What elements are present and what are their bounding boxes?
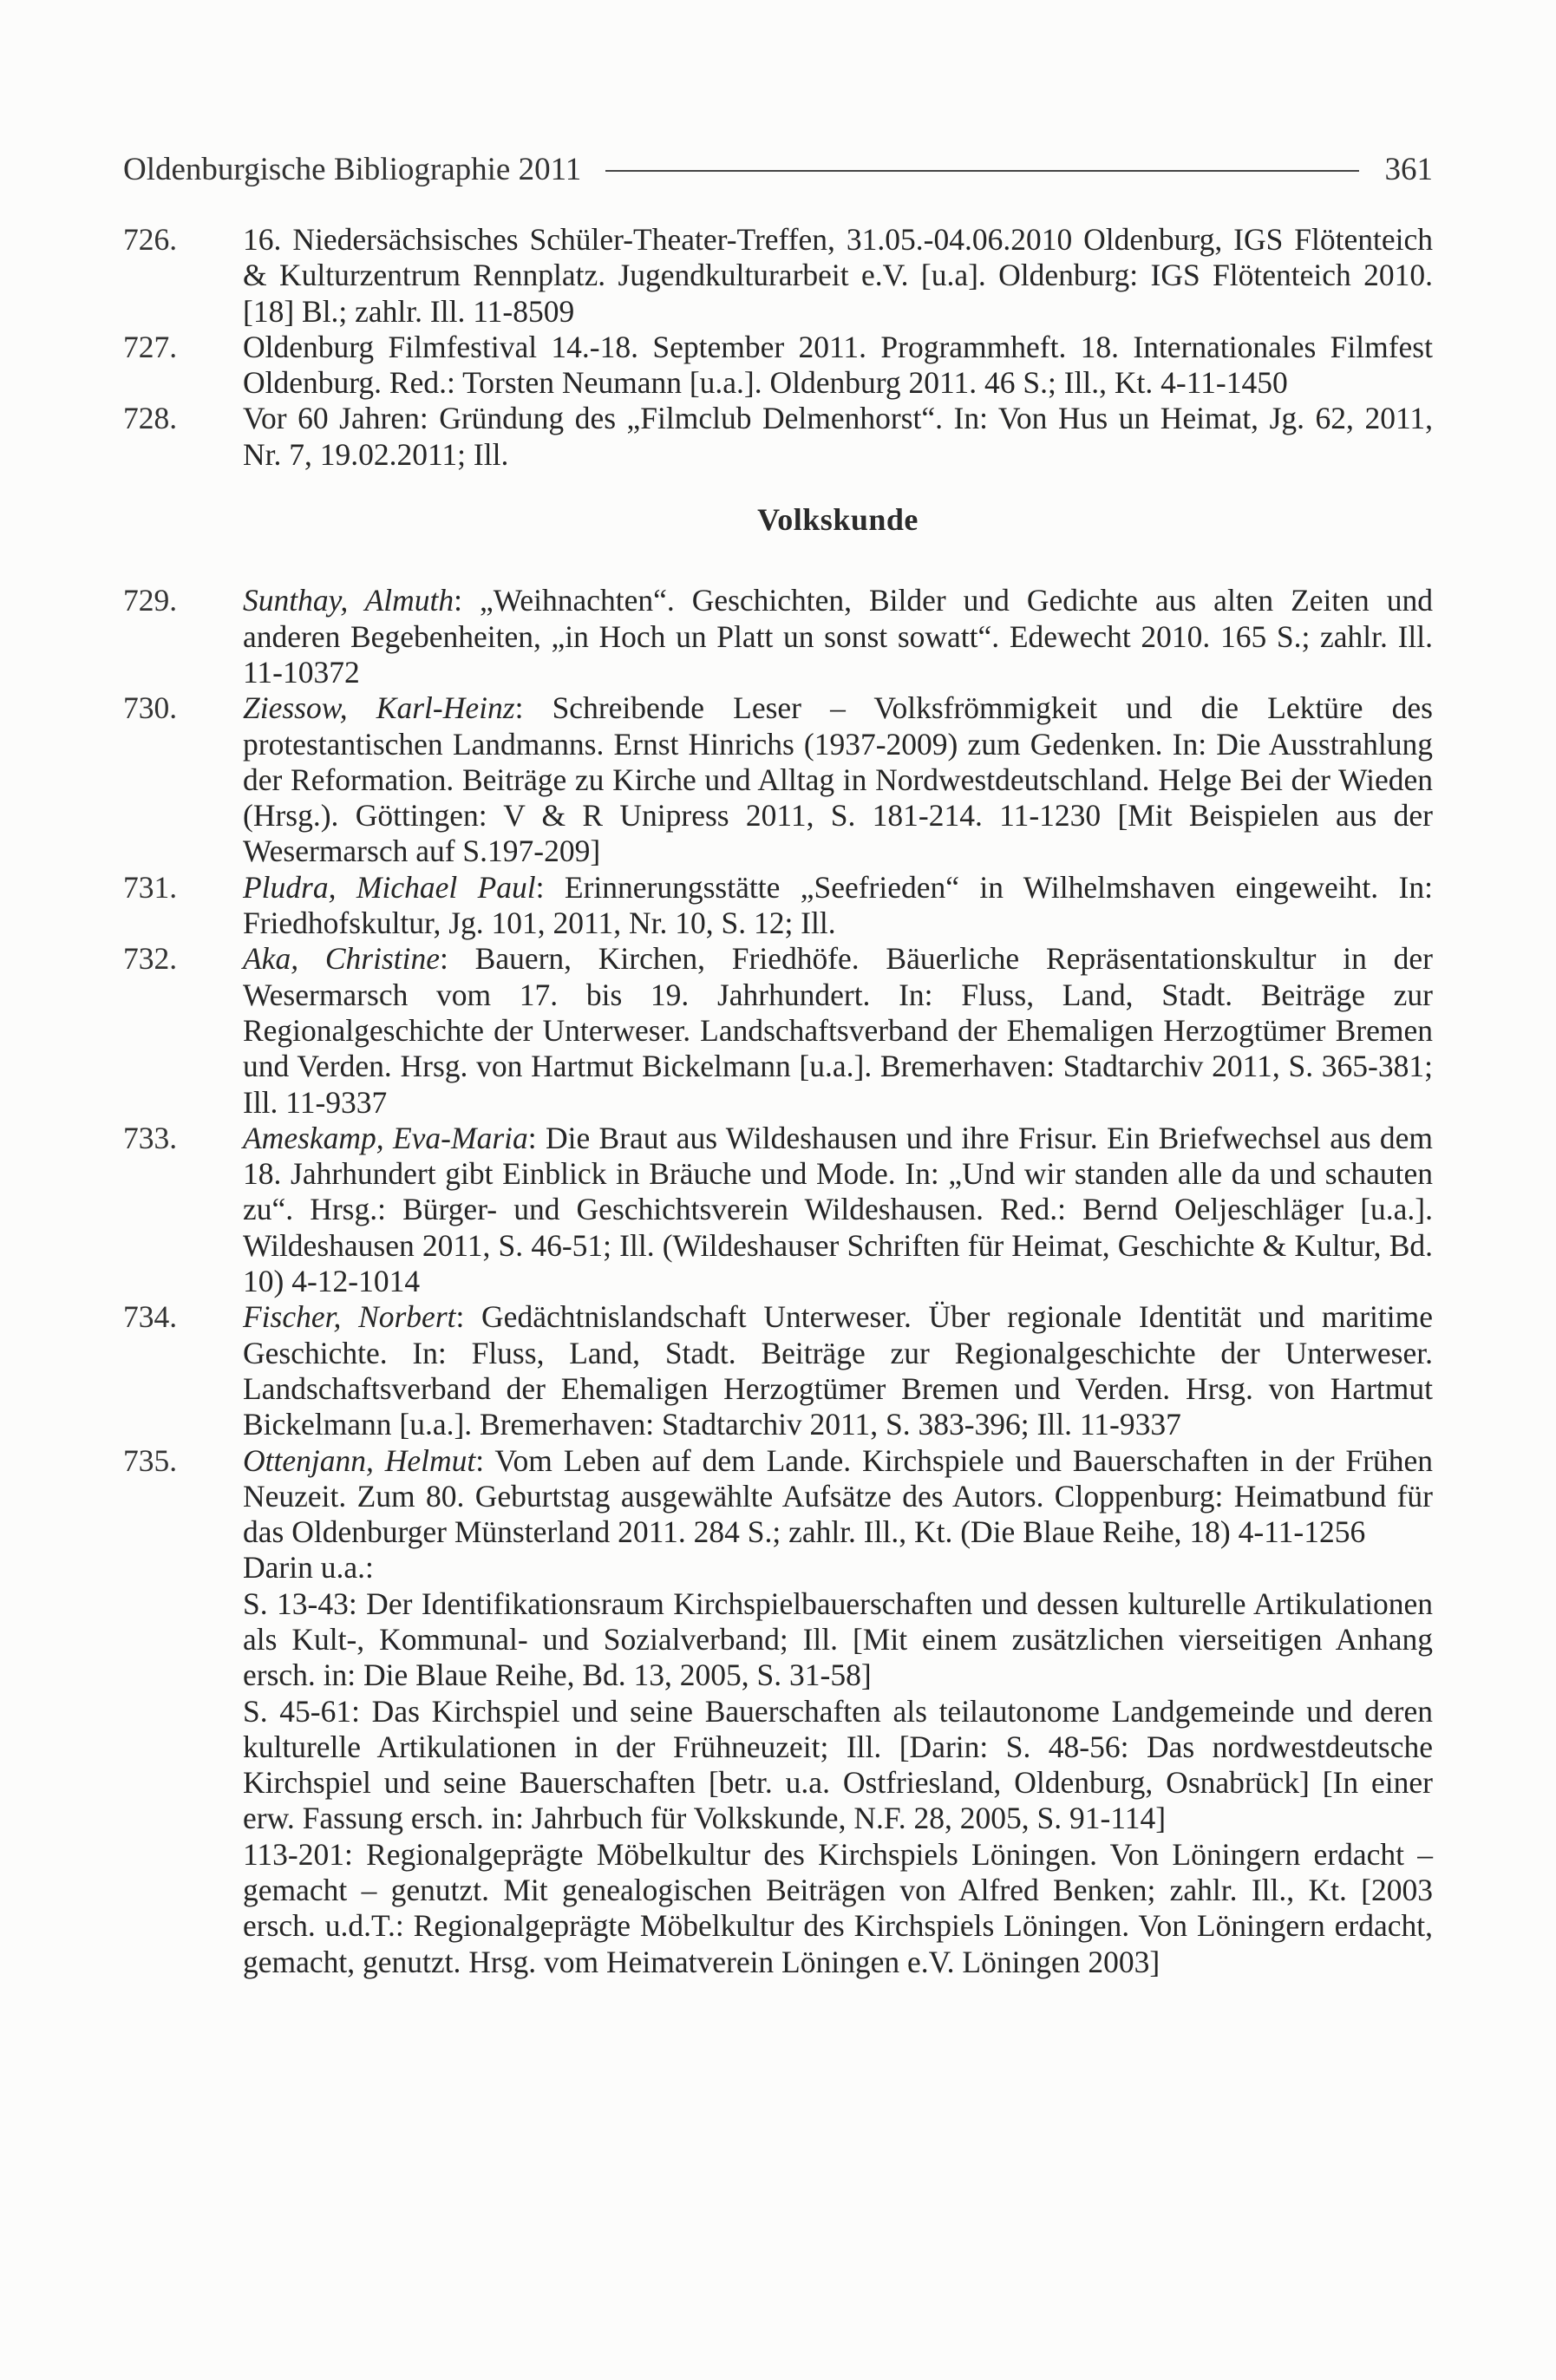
entry-text: 16. Niedersächsisches Schüler-Theater-Treffen, 31.05.-04.06.2010 Oldenburg, IGS Flötenteich & Kulturzentrum Rennplatz. Jugendkulturarbeit e.V. [u.a]. Oldenburg: IGS Flötenteich 2010. [18] Bl.; zahlr. Ill. 11-8509 [243,222,1433,329]
entry-author: Aka, Christine [243,941,440,977]
entry-text: Vor 60 Jahren: Gründung des „Filmclub Delmenhorst“. In: Von Hus un Heimat, Jg. 62, 2011, Nr. 7, 19.02.2011; Ill. [243,401,1433,472]
bibliography-entry [123,1121,1433,1299]
entry-author: Ameskamp, Eva-Maria [243,1120,528,1155]
entry-number: 728. [123,401,178,436]
entry-author: Ziessow, Karl-Heinz [243,690,515,726]
entry-body [243,222,1433,330]
entry-text: : Die Braut aus Wildeshausen und ihre Frisur. Ein Briefwechsel aus dem 18. Jahrhundert gibt Einblick in Bräuche und Mode. In: „Und wir standen alle da und schauten zu“. Hrsg.: Bürger- und Geschichtsverein Wildeshausen. Red.: Bernd Oeljeschläger [u.a.]. Wildeshausen 2011, S. 46-51; Ill. (Wildeshauser Schriften für Heimat, Geschichte & Kultur, Bd. 10) 4-12-1014 [243,1120,1433,1299]
entry-body [243,583,1433,690]
entry-text: : Gedächtnislandschaft Unterweser. Über regionale Identität und maritime Geschichte. In: Fluss, Land, Stadt. Beiträge zur Regionalgeschichte der Unterweser. Landschaftsverband der Ehemaligen Herzogtümer Bremen und Verden. Hrsg. von Hartmut Bickelmann [u.a.]. Bremerhaven: Stadtarchiv 2011, S. 383-396; Ill. 11-9337 [243,1299,1433,1442]
header-rule [605,170,1358,172]
bibliography-entry [123,330,1433,402]
entry-text: : Vom Leben auf dem Lande. Kirchspiele und Bauerschaften in der Frühen Neuzeit. Zum 80. Geburtstag ausgewählte Aufsätze des Autors. Cloppenburg: Heimatbund für das Oldenburger Münsterland 2011. 284 S.; zahlr. Ill., Kt. (Die Blaue Reihe, 18) 4-11-1256 [243,1442,1434,1550]
contents-item: 113-201: Regionalgeprägte Möbelkultur des Kirchspiels Löningen. Von Löningern erdacht – gemacht – genutzt. Mit genealogischen Beiträgen von Alfred Benken; zahlr. Ill., Kt. [2003 ersch. u.d.T.: Regionalgeprägte Möbelkultur des Kirchspiels Löningen. Von Löningern erdacht, gemacht, genutzt. Hrsg. vom Heimatverein Löningen e.V. Löningen 2003] [243,1836,1433,1979]
bibliography-entry [123,941,1433,1120]
entry-body [243,1443,1433,1980]
journal-title: Oldenburgische Bibliographie 2011 [123,151,582,187]
entry-body [243,690,1433,869]
entry-number: 727. [123,329,178,364]
bibliography-entry [123,690,1433,869]
entry-body [243,870,1433,942]
bibliography-entry [123,1443,1433,1980]
entry-number: 733. [123,1120,178,1155]
entry-number: 726. [123,222,178,257]
running-header [123,146,1433,193]
entry-text: : Erinnerungsstätte „Seefrieden“ in Wilhelmshaven eingeweiht. In: Friedhofskultur, Jg. 101, 2011, Nr. 10, S. 12; Ill. [243,869,1433,941]
bibliography-entry [123,401,1433,473]
entry-author: Sunthay, Almuth [243,583,454,618]
entry-text: : Bauern, Kirchen, Friedhöfe. Bäuerliche Repräsentationskultur in der Wesermarsch vom 17. bis 19. Jahrhundert. In: Fluss, Land, Stadt. Beiträge zur Regionalgeschichte der Unterweser. Landschaftsverband der Ehemaligen Herzogtümer Bremen und Verden. Hrsg. von Hartmut Bickelmann [u.a.]. Bremerhaven: Stadtarchiv 2011, S. 365-381; Ill. 11-9337 [243,941,1433,1120]
entry-body [243,941,1433,1120]
contents-label: Darin u.a.: [243,1550,374,1586]
bibliography-entry [123,222,1433,330]
bibliography-entry [123,583,1433,690]
entry-body [243,1299,1433,1442]
entry-number: 729. [123,583,178,618]
entry-text: : „Weihnachten“. Geschichten, Bilder und Gedichte aus alten Zeiten und anderen Begebenheiten, „in Hoch un Platt un sonst sowatt“. Edewecht 2010. 165 S.; zahlr. Ill. 11-10372 [243,583,1433,690]
section-heading: Volkskunde [757,502,919,538]
page-number: 361 [1384,151,1433,187]
entry-author: Pludra, Michael Paul [243,869,536,905]
entry-text: Oldenburg Filmfestival 14.-18. September 2011. Programmheft. 18. Internationales Filmfest Oldenburg. Red.: Torsten Neumann [u.a.]. Oldenburg 2011. 46 S.; Ill., Kt. 4-11-1450 [243,329,1433,401]
entry-number: 734. [123,1299,178,1335]
bibliography-entry [123,870,1433,942]
entry-body [243,401,1433,473]
bibliography-entry [123,1299,1433,1442]
entry-text: : Schreibende Leser – Volksfrömmigkeit und die Lektüre des protestantischen Landmanns. Ernst Hinrichs (1937-2009) zum Gedenken. In: Die Ausstrahlung der Reformation. Beiträge zu Kirche und Alltag in Nordwestdeutschland. Helge Bei der Wieden (Hrsg.). Göttingen: V & R Unipress 2011, S. 181-214. 11-1230 [Mit Beispielen aus der Wesermarsch auf S.197-209] [243,690,1433,869]
entry-number: 735. [123,1442,178,1478]
contents-item: S. 45-61: Das Kirchspiel und seine Bauerschaften als teilautonome Landgemeinde und deren kulturelle Artikulationen in der Frühneuzeit; Ill. [Darin: S. 48-56: Das nordwestdeutsche Kirchspiel und seine Bauerschaften [betr. u.a. Ostfriesland, Oldenburg, Osnabrück] [In einer erw. Fassung ersch. in: Jahrbuch für Volkskunde, N.F. 28, 2005, S. 91-114] [243,1693,1433,1836]
contents-item: S. 13-43: Der Identifikationsraum Kirchspielbauerschaften und dessen kulturelle Artikulationen als Kult-, Kommunal- und Sozialverband; Ill. [Mit einem zusätzlichen vierseitigen Anhang ersch. in: Die Blaue Reihe, Bd. 13, 2005, S. 31-58] [243,1586,1433,1693]
entry-number: 731. [123,869,178,905]
entry-body [243,330,1433,402]
bibliography-content [123,222,1433,1980]
entry-number: 732. [123,941,178,977]
entry-number: 730. [123,690,178,726]
entry-body [243,1121,1433,1299]
entry-author: Fischer, Norbert [243,1299,456,1335]
entry-author: Ottenjann, Helmut [243,1442,476,1478]
